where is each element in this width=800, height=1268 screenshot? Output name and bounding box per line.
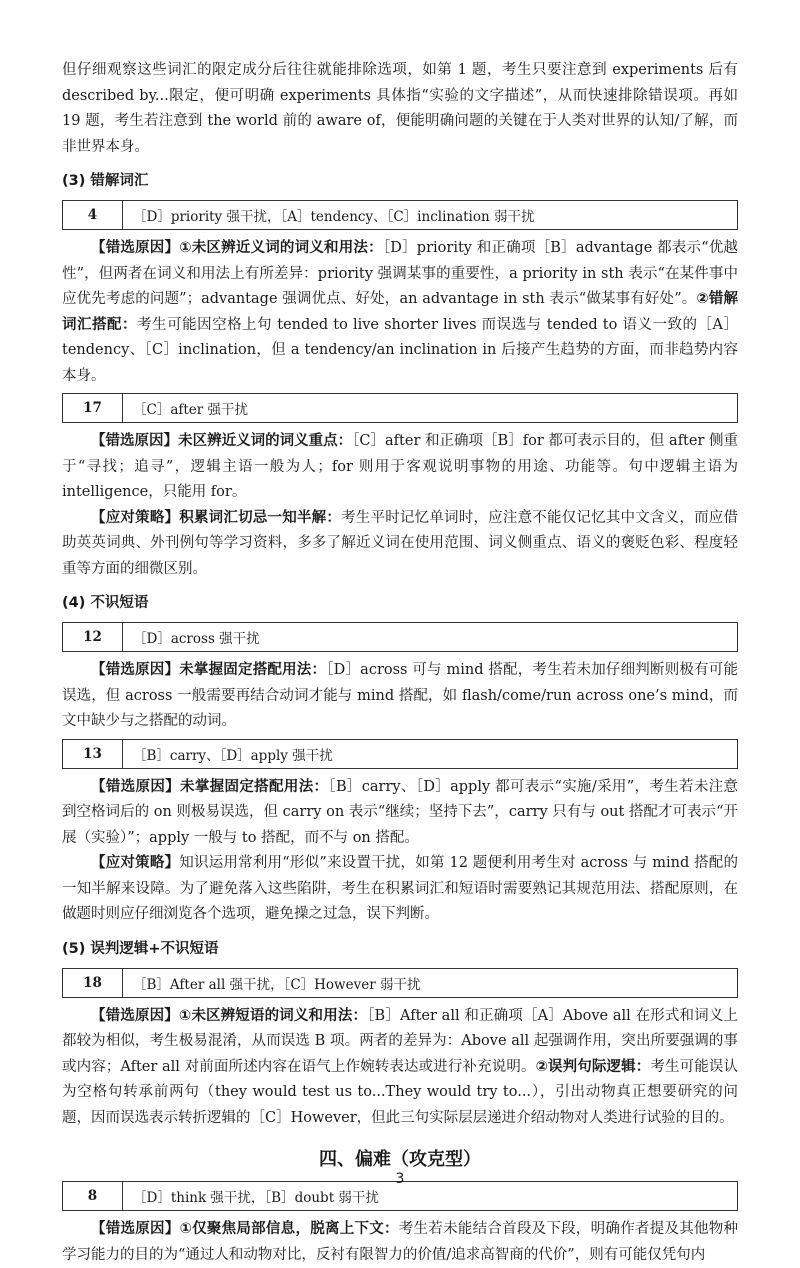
- error-reason-paragraph: [62, 658, 738, 735]
- item-distractors: ［C］after 强干扰: [133, 402, 249, 418]
- reason-text: ［D］across 可与 mind 搭配，考生若未加仔细判断则极有可能误选，但 across 一般需要再结合动词才能与 mind 搭配，如 flash/come/run across one’s mind，而文中缺少与之搭配的动词。: [62, 662, 739, 729]
- reason-text: ［D］priority 和正确项［B］advantage 都表示“优越性”，但两者在词义和用法上有所差异：priority 强调某事的重要性，a priority in sth 表示“在某件事中应优先考虑的问题”；advantage 强调优点、好处，an advantage in sth 表示“做某事有好处”。: [62, 240, 739, 307]
- item-box-13: [62, 739, 738, 769]
- reason-point: 未掌握固定搭配用法：: [179, 662, 327, 678]
- item-number: 4: [63, 201, 123, 229]
- error-reason-paragraph: [62, 236, 738, 389]
- strategy-paragraph: [62, 506, 738, 583]
- error-reason-tag: 【错选原因】: [91, 240, 180, 256]
- section-heading-4: (4) 不识短语: [62, 595, 149, 611]
- item-distractors: ［D］priority 强干扰，［A］tendency、［C］inclination 弱干扰: [133, 209, 535, 225]
- page-number: 3: [395, 1171, 405, 1187]
- item-distractors: ［B］carry、［D］apply 强干扰: [133, 747, 333, 764]
- item-box-12: [62, 622, 738, 652]
- reason-text: ［B］After all 和正确项［A］Above all 在形式和词义上都较为相似，考生极易混淆，从而误选 B 项。两者的差异为：Above all 起强调作用，突出所要强调的事或内容；After all 对前面所述内容在语气上作婉转表达或进行补充说明。: [62, 1007, 738, 1075]
- item-distractors: ［D］think 强干扰，［B］doubt 弱干扰: [133, 1190, 379, 1206]
- reason-text: 考生可能误认为空格句转承前两句（they would test us to...They would try to...），引出动物真正想要研究的问题，因而误选表示转折逻辑的［C］However，但此三句实际层层递进介绍动物对人类进行试验的目的。: [62, 1058, 739, 1126]
- section-heading-3: (3) 错解词汇: [62, 173, 149, 189]
- item-box-4: [62, 200, 738, 230]
- strategy-paragraph: [62, 851, 738, 928]
- reason-text: 考生可能因空格上句 tended to live shorter lives 而误选与 tended to 语义一致的［A］tendency、［C］inclination，但 a tendency/an inclination in 后接产生趋势的方面，而非趋势内容本身。: [62, 316, 739, 384]
- item-number: 18: [63, 969, 123, 997]
- item-box-18: [62, 968, 738, 998]
- strategy-text: 知识运用常利用“形似”来设置干扰，如第 12 题便利用考生对 across 与 mind 搭配的一知半解来设障。为了避免落入这些陷阱，考生在积累词汇和短语时需要熟记其规范用法、搭配原则，在做题时则应仔细浏览各个选项，避免操之过急，误下判断。: [62, 855, 738, 922]
- reason-point: 未区辨近义词的词义重点：: [178, 433, 353, 449]
- reason-point: ①仅聚焦局部信息，脱离上下文：: [179, 1221, 399, 1237]
- error-reason-paragraph: [62, 429, 738, 506]
- error-reason-tag: 【错选原因】: [91, 1007, 179, 1024]
- reason-point: ①未区辨短语的词义和用法：: [178, 1007, 368, 1024]
- reason-point: ②误判句际逻辑：: [535, 1058, 651, 1075]
- error-reason-paragraph: [62, 775, 738, 852]
- error-reason-tag: 【错选原因】: [91, 662, 180, 678]
- reason-point: ②错解词汇搭配：: [62, 291, 738, 333]
- strategy-point: 积累词汇切忌一知半解：: [179, 509, 342, 526]
- error-reason-tag: 【错选原因】: [91, 778, 181, 795]
- item-distractors: ［D］across 强干扰: [133, 631, 260, 647]
- item-number: 8: [63, 1182, 123, 1210]
- reason-text: ［C］after 和正确项［B］for 都可表示目的，但 after 侧重于“寻找；追寻”，逻辑主语一般为人；for 则用于客观说明事物的用途、功能等。句中逻辑主语为 intelligence，只能用 for。: [62, 433, 739, 500]
- strategy-text: 考生平时记忆单词时，应注意不能仅记忆其中文含义，而应借助英英词典、外刊例句等学习资料，多多了解近义词在使用范围、词义侧重点、语义的褒贬色彩、程度轻重等方面的细微区别。: [62, 509, 739, 577]
- item-number: 12: [63, 623, 123, 651]
- strategy-tag: 【应对策略】: [91, 855, 180, 871]
- reason-point: ①未区辨近义词的词义和用法：: [179, 240, 383, 256]
- item-box-17: [62, 393, 738, 423]
- item-distractors: ［B］After all 强干扰，［C］However 弱干扰: [133, 976, 421, 993]
- part-heading: 四、偏难（攻克型）: [319, 1149, 481, 1170]
- strategy-tag: 【应对策略】: [91, 509, 180, 526]
- item-number: 13: [63, 740, 123, 768]
- reason-text: 考生若未能结合首段及下段，明确作者提及其他物种学习能力的目的为“通过人和动物对比，反衬有限智力的价值/追求高智商的代价”，则有可能仅凭句内: [62, 1221, 739, 1263]
- error-reason-paragraph: [62, 1217, 738, 1268]
- section-heading-5: (5) 误判逻辑+不识短语: [62, 940, 219, 957]
- reason-point: 未掌握固定搭配用法：: [180, 778, 329, 795]
- error-reason-tag: 【错选原因】: [91, 433, 179, 449]
- item-number: 17: [63, 394, 123, 422]
- error-reason-paragraph: [62, 1004, 738, 1132]
- reason-text: ［B］carry、［D］apply 都可表示“实施/采用”，考生若未注意到空格词后的 on 则极易误选，但 carry on 表示“继续；坚持下去”，carry 只有与 out 搭配才可表示“开展（实验）”；apply 一般与 to 搭配，而不与 on 搭配。: [62, 778, 739, 846]
- intro-paragraph: 但仔细观察这些词汇的限定成分后往往就能排除选项，如第 1 题，考生只要注意到 experiments 后有 described by...限定，便可明确 experiments 具体指“实验的文字描述”，从而快速排除错误项。再如 19 题，考生若注意到 the world 前的 aware of，便能明确问题的关键在于人类对世界的认知/了解，而非世界本身。: [62, 62, 738, 155]
- error-reason-tag: 【错选原因】: [91, 1221, 180, 1237]
